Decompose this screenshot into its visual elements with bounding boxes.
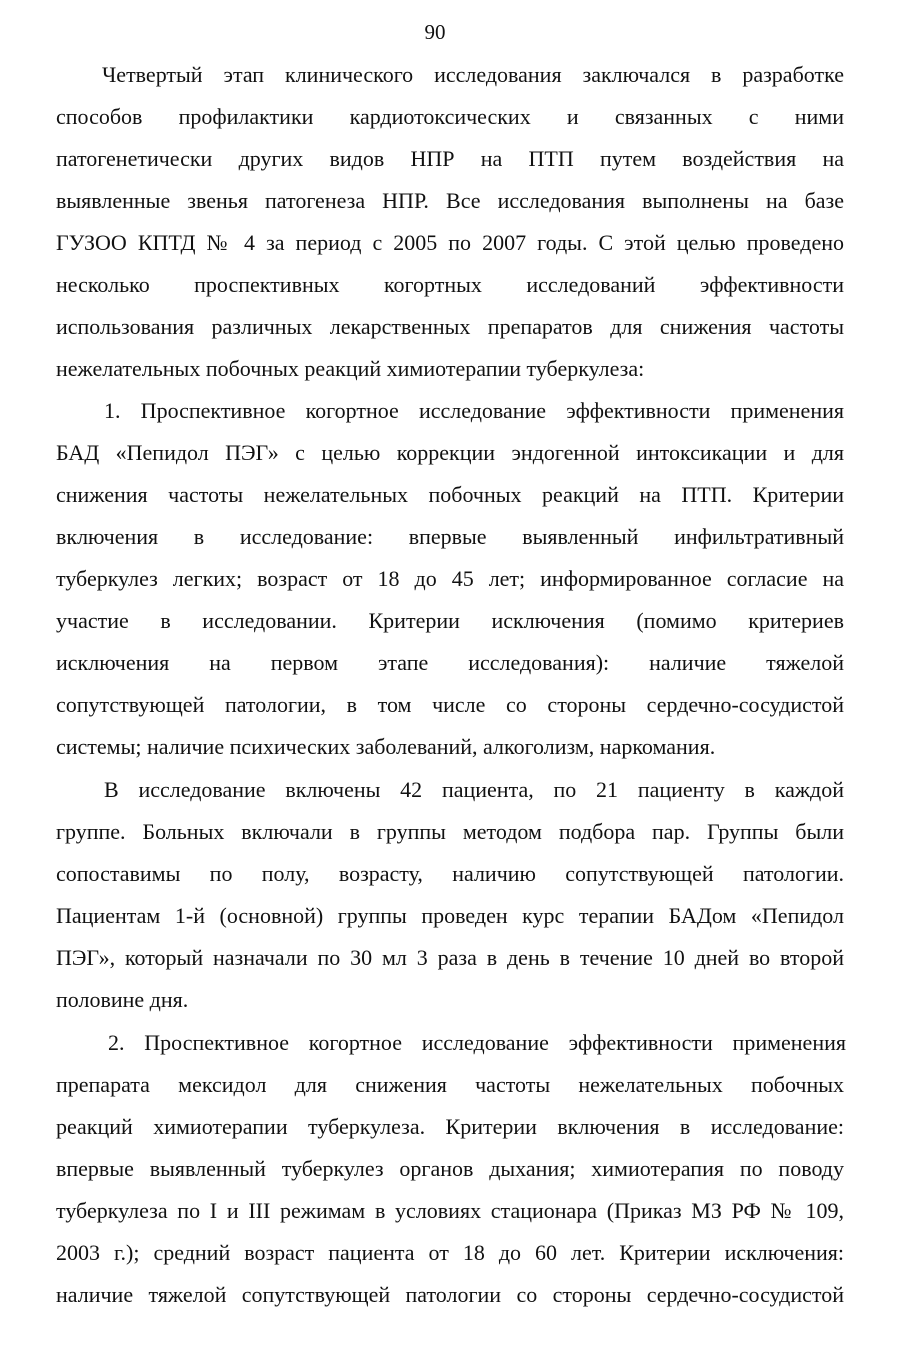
paragraph-2-line-5: туберкулез легких; возраст от 18 до 45 лет; информированное согласие на [56,566,844,591]
page-number: 90 [424,20,446,44]
paragraph-2-line-2: БАД «Пепидол ПЭГ» с целью коррекции эндогенной интоксикации и для [56,440,844,465]
paragraph-4-line-1: 2. Проспективное когортное исследование эффективности применения [108,1030,846,1055]
paragraph-2-line-7: исключения на первом этапе исследования): наличие тяжелой [56,650,844,675]
paragraph-3-line-6: половине дня. [56,987,189,1012]
paragraph-2-line-3: снижения частоты нежелательных побочных реакций на ПТП. Критерии [56,482,844,507]
paragraph-1-line-5: ГУЗОО КПТД № 4 за период с 2005 по 2007 годы. С этой целью проведено [56,230,844,255]
paragraph-1-line-4: выявленные звенья патогенеза НПР. Все исследования выполнены на базе [56,188,844,213]
paragraph-2-line-1: 1. Проспективное когортное исследование эффективности применения [104,398,844,423]
paragraph-1-line-1: Четвертый этап клинического исследования заключался в разработке [102,62,844,87]
paragraph-1-line-7: использования различных лекарственных препаратов для снижения частоты [56,314,844,339]
paragraph-3-line-3: сопоставимы по полу, возрасту, наличию сопутствующей патологии. [56,861,844,886]
paragraph-4-line-4: впервые выявленный туберкулез органов дыхания; химиотерапия по поводу [56,1156,844,1181]
paragraph-4-line-6: 2003 г.); средний возраст пациента от 18 до 60 лет. Критерии исключения: [56,1240,844,1265]
paragraph-3-line-5: ПЭГ», который назначали по 30 мл 3 раза в день в течение 10 дней во второй [56,945,844,970]
paragraph-3-line-2: группе. Больных включали в группы методом подбора пар. Группы были [56,819,844,844]
paragraph-3-line-1: В исследование включены 42 пациента, по 21 пациенту в каждой [104,777,844,802]
paragraph-2-line-9: системы; наличие психических заболеваний, алкоголизм, наркомания. [56,734,716,759]
paragraph-1-line-3: патогенетически других видов НПР на ПТП путем воздействия на [56,146,844,171]
paragraph-3-line-4: Пациентам 1-й (основной) группы проведен курс терапии БАДом «Пепидол [56,903,844,928]
paragraph-4-line-2: препарата мексидол для снижения частоты нежелательных побочных [56,1072,844,1097]
paragraph-1-line-2: способов профилактики кардиотоксических и связанных с ними [56,104,844,129]
paragraph-2-line-8: сопутствующей патологии, в том числе со стороны сердечно-сосудистой [56,692,844,717]
paragraph-1-line-6: несколько проспективных когортных исследований эффективности [56,272,844,297]
paragraph-2-line-4: включения в исследование: впервые выявленный инфильтративный [56,524,844,549]
paragraph-4-line-3: реакций химиотерапии туберкулеза. Критерии включения в исследование: [56,1114,844,1139]
paragraph-4-line-7: наличие тяжелой сопутствующей патологии со стороны сердечно-сосудистой [56,1282,844,1307]
paragraph-2-line-6: участие в исследовании. Критерии исключения (помимо критериев [56,608,844,633]
paragraph-4-line-5: туберкулеза по I и III режимам в условиях стационара (Приказ МЗ РФ № 109, [56,1198,844,1223]
paragraph-1-line-8: нежелательных побочных реакций химиотерапии туберкулеза: [56,356,645,381]
